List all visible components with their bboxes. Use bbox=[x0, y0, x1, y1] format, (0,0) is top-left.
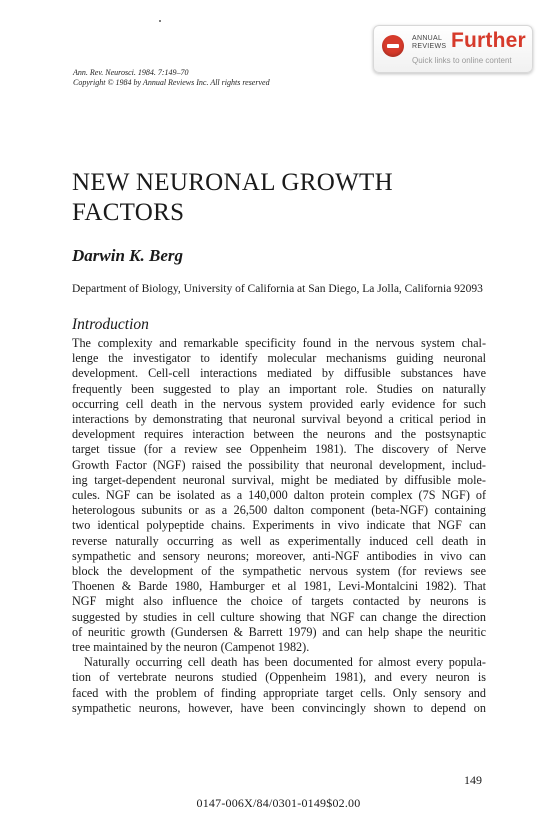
body-line: frequently been suggested to play an important role. Studies on naturally bbox=[72, 381, 486, 396]
body-line: sympathetic neurons, however, have been convincingly shown to depend on bbox=[72, 700, 486, 715]
badge-subtitle: Quick links to online content bbox=[412, 56, 512, 65]
footer-code: 0147-006X/84/0301-0149$02.00 bbox=[196, 796, 361, 810]
body-line: target tissue (for a review see Oppenheim 1981). The discovery of Nerve bbox=[72, 442, 486, 457]
body-line: development. Cell-cell interactions mediated by diffusible substances have bbox=[72, 366, 486, 381]
body-line: block the development of the sympathetic nervous system (for reviews see bbox=[72, 564, 486, 579]
page-number: 149 bbox=[464, 773, 482, 787]
annual-reviews-logo-icon bbox=[382, 35, 404, 57]
paragraph-1 bbox=[72, 336, 486, 655]
body-line: Growth Factor (NGF) raised the possibility that neuronal development, includ- bbox=[72, 457, 486, 472]
body-line: ing target-dependent neuronal survival, might be mediated by diffusible mole- bbox=[72, 472, 486, 487]
body-line: development requires interaction between the neurons and the postsynaptic bbox=[72, 427, 486, 442]
speck-mark bbox=[159, 20, 161, 22]
badge-reviews-text: REVIEWS bbox=[412, 43, 447, 50]
author-name: Darwin K. Berg bbox=[72, 246, 183, 265]
body-line: reverse naturally occurring as well as experimentally induced cell death in bbox=[72, 533, 486, 548]
body-line: two identical polypeptide chains. Experiments in vivo indicate that NGF can bbox=[72, 518, 486, 533]
body-line: tree maintained by the neuron (Campenot 1982). bbox=[72, 640, 310, 655]
citation-block bbox=[73, 68, 270, 88]
body-line: The complexity and remarkable specificity found in the nervous system chal- bbox=[72, 336, 486, 350]
annual-reviews-wordmark bbox=[412, 35, 446, 51]
body-line: sympathetic and sensory neurons; moreover, anti-NGF antibodies in vivo can bbox=[72, 548, 486, 563]
body-line: cules. NGF can be isolated as a 140,000 dalton protein complex (7S NGF) of bbox=[72, 488, 486, 503]
badge-further-word: Further bbox=[451, 29, 526, 52]
body-line: interactions by demonstrating that neuronal survival beyond a critical period in bbox=[72, 412, 486, 427]
body-line: tion of vertebrate neurons studied (Oppenheim 1981), and every neuron is bbox=[72, 670, 486, 685]
body-line: Naturally occurring cell death has been documented for almost every popula- bbox=[84, 655, 486, 670]
further-badge[interactable] bbox=[373, 25, 533, 73]
citation-journal: Ann. Rev. Neurosci. 1984. 7:149–70 bbox=[73, 68, 189, 77]
author-affiliation: Department of Biology, University of California at San Diego, La Jolla, California 92093 bbox=[72, 283, 483, 295]
body-line: suggested by studies in cell culture showing that NGF can change the direction bbox=[72, 609, 486, 624]
badge-annual-text: ANNUAL bbox=[412, 35, 443, 42]
section-heading-introduction: Introduction bbox=[72, 316, 149, 333]
body-line: of neuritic growth (Gundersen & Barrett 1979) and can help shape the neuritic bbox=[72, 624, 486, 639]
body-line: heterologous subunits or as a 26,500 dalton component (beta-NGF) containing bbox=[72, 503, 486, 518]
citation-copyright: Copyright © 1984 by Annual Reviews Inc. All rights reserved bbox=[73, 78, 270, 87]
article-title: NEW NEURONAL GROWTH FACTORS bbox=[72, 169, 393, 226]
body-line: Thoenen & Barde 1980, Hamburger et al 1981, Levi-Montalcini 1982). That bbox=[72, 579, 486, 594]
body-line: faced with the problem of finding appropriate target cells. Only sensory and bbox=[72, 685, 486, 700]
paragraph-2 bbox=[72, 655, 486, 716]
body-line: NGF might also influence the choice of targets contacted by neurons is bbox=[72, 594, 486, 609]
body-line: occurring cell death in the nervous system provided early evidence for such bbox=[72, 396, 486, 411]
body-line: lenge the investigator to identify molecular mechanisms guiding neuronal bbox=[72, 351, 486, 366]
article-body bbox=[72, 336, 486, 716]
